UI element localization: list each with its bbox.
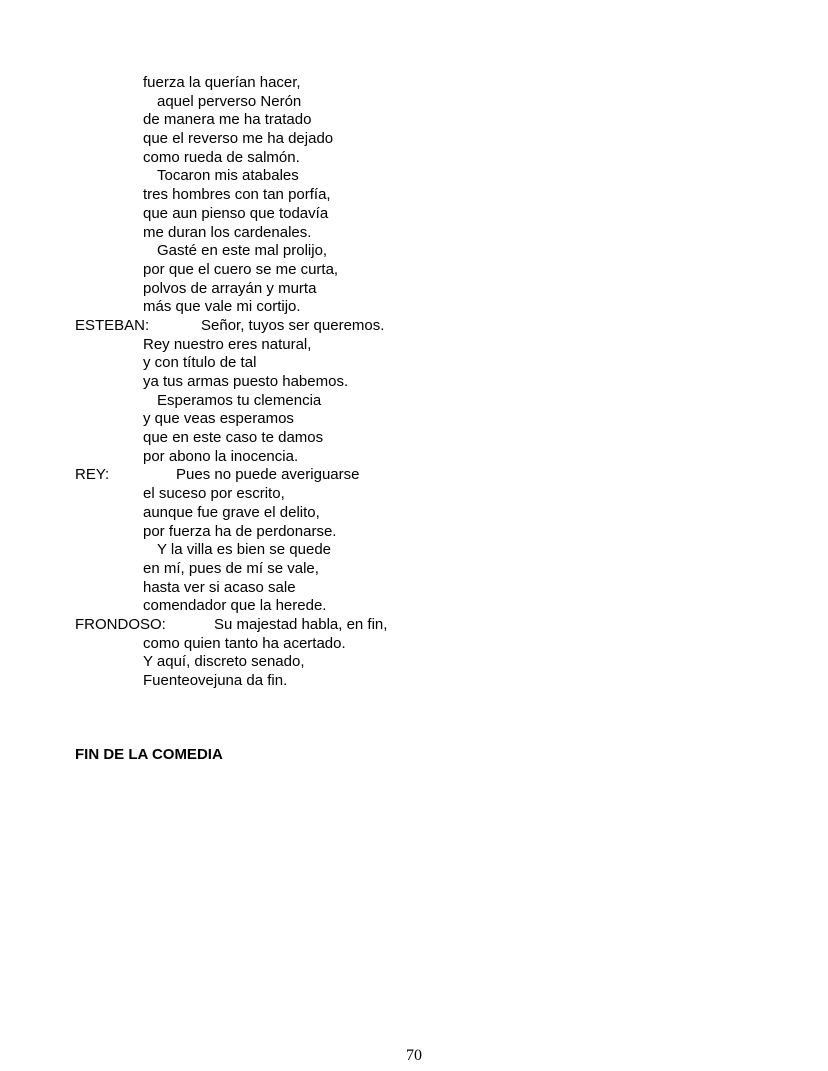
verse-text: ya tus armas puesto habemos. bbox=[143, 373, 349, 390]
verse-text: Señor, tuyos ser queremos. bbox=[201, 316, 385, 334]
verse-line bbox=[0, 167, 828, 186]
verse-line bbox=[0, 485, 828, 504]
dialogue-line-with-speaker bbox=[0, 317, 828, 336]
verse-text: Y la villa es bien se quede bbox=[157, 541, 332, 559]
verse-line bbox=[0, 410, 828, 429]
verse-line bbox=[0, 298, 828, 317]
verse-text: Fuenteovejuna da fin. bbox=[143, 672, 288, 689]
verse-line bbox=[0, 672, 828, 691]
verse-text: me duran los cardenales. bbox=[143, 223, 312, 241]
verse-line bbox=[0, 523, 828, 542]
verse-line bbox=[0, 149, 828, 168]
verse-line bbox=[0, 74, 828, 93]
dialogue-line-with-speaker bbox=[0, 466, 828, 485]
verse-text: Gasté en este mal prolijo, bbox=[157, 242, 328, 260]
verse-line bbox=[0, 597, 828, 616]
verse-text: Pues no puede averiguarse bbox=[176, 466, 360, 484]
verse-line bbox=[0, 242, 828, 261]
verse-line bbox=[0, 205, 828, 224]
play-text bbox=[0, 74, 828, 691]
verse-line bbox=[0, 541, 828, 560]
verse-text: polvos de arrayán y murta bbox=[143, 279, 317, 297]
verse-text: aquel perverso Nerón bbox=[157, 92, 302, 110]
verse-text: que aun pienso que todavía bbox=[143, 204, 329, 222]
verse-text: por abono la inocencia. bbox=[143, 447, 299, 465]
verse-text: Su majestad habla, en fin, bbox=[214, 615, 388, 633]
verse-line bbox=[0, 93, 828, 112]
verse-line bbox=[0, 280, 828, 299]
verse-text: hasta ver si acaso sale bbox=[143, 578, 296, 596]
verse-text: que en este caso te damos bbox=[143, 429, 324, 447]
verse-line bbox=[0, 579, 828, 598]
ending-heading: FIN DE LA COMEDIA bbox=[75, 746, 223, 763]
verse-text: como rueda de salmón. bbox=[143, 148, 300, 166]
verse-text: el suceso por escrito, bbox=[143, 485, 285, 503]
speaker-name: ESTEBAN: bbox=[75, 316, 150, 334]
verse-text: que el reverso me ha dejado bbox=[143, 130, 334, 148]
verse-text: de manera me ha tratado bbox=[143, 111, 312, 129]
verse-line bbox=[0, 635, 828, 654]
verse-text: como quien tanto ha acertado. bbox=[143, 634, 346, 652]
verse-line bbox=[0, 653, 828, 672]
verse-line bbox=[0, 373, 828, 392]
verse-text: Esperamos tu clemencia bbox=[157, 391, 322, 409]
verse-text: Y aquí, discreto senado, bbox=[143, 653, 305, 671]
verse-line bbox=[0, 354, 828, 373]
verse-line bbox=[0, 261, 828, 280]
speaker-name: REY: bbox=[75, 466, 110, 484]
verse-text: Tocaron mis atabales bbox=[157, 167, 299, 185]
page-number: 70 bbox=[406, 1047, 422, 1064]
verse-text: por fuerza ha de perdonarse. bbox=[143, 522, 337, 540]
verse-line bbox=[0, 429, 828, 448]
verse-text: más que vale mi cortijo. bbox=[143, 298, 301, 316]
dialogue-line-with-speaker bbox=[0, 616, 828, 635]
verse-line bbox=[0, 336, 828, 355]
verse-text: y que veas esperamos bbox=[143, 410, 294, 428]
verse-line bbox=[0, 111, 828, 130]
verse-text: por que el cuero se me curta, bbox=[143, 260, 339, 278]
verse-line bbox=[0, 504, 828, 523]
speaker-name: FRONDOSO: bbox=[75, 615, 166, 633]
verse-line bbox=[0, 130, 828, 149]
verse-text: fuerza la querían hacer, bbox=[143, 74, 301, 91]
verse-text: comendador que la herede. bbox=[143, 597, 327, 615]
verse-text: tres hombres con tan porfía, bbox=[143, 186, 331, 204]
verse-line bbox=[0, 448, 828, 467]
verse-line bbox=[0, 186, 828, 205]
verse-line bbox=[0, 560, 828, 579]
verse-line bbox=[0, 392, 828, 411]
verse-line bbox=[0, 224, 828, 243]
verse-text: y con título de tal bbox=[143, 354, 257, 372]
verse-text: aunque fue grave el delito, bbox=[143, 503, 320, 521]
verse-text: Rey nuestro eres natural, bbox=[143, 335, 312, 353]
verse-text: en mí, pues de mí se vale, bbox=[143, 559, 319, 577]
